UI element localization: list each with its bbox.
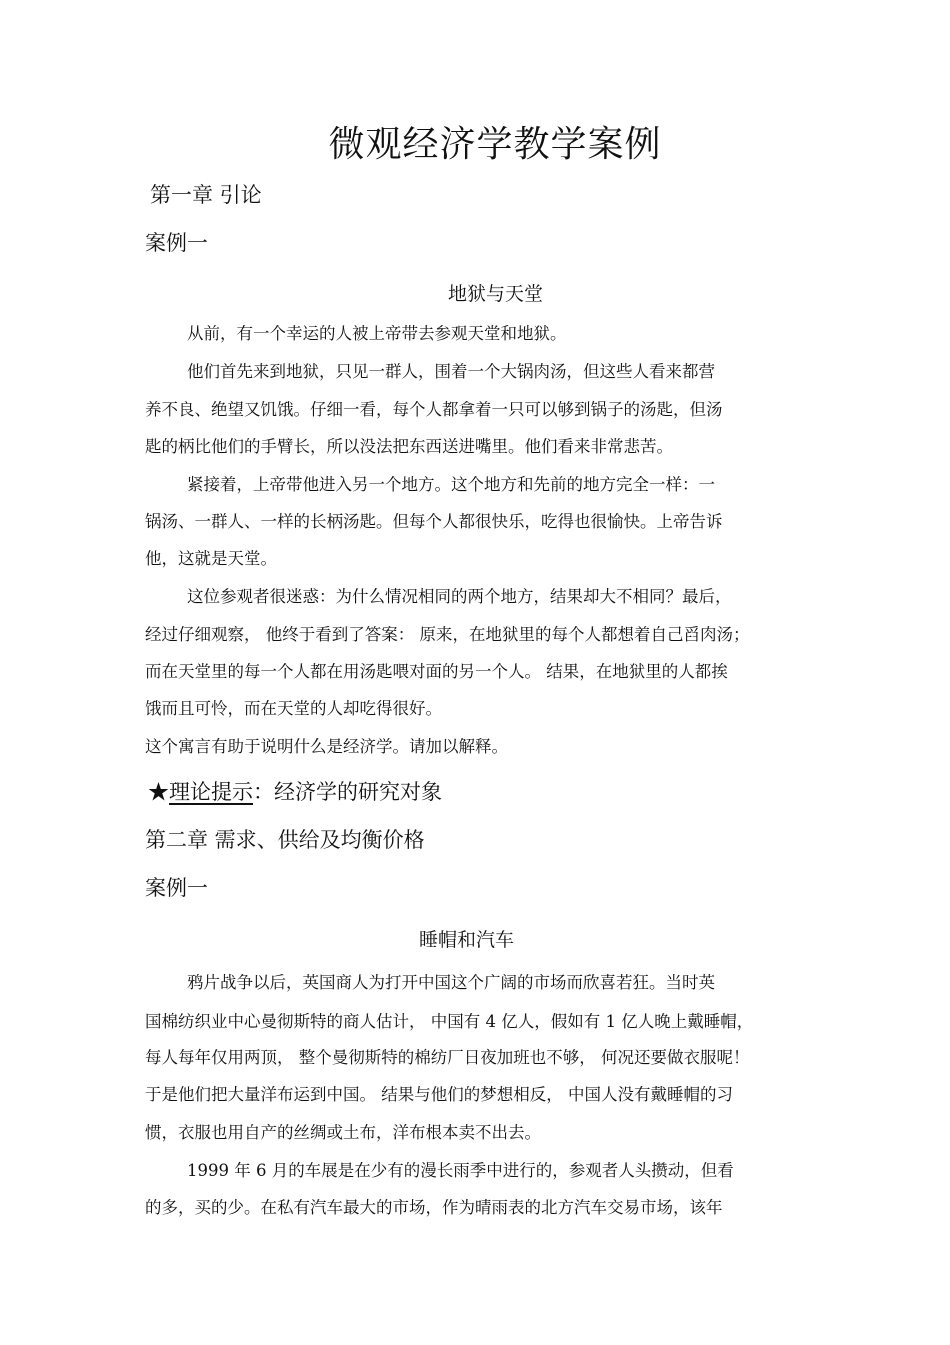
chapter-2-line: 的多，买的少。在私有汽车最大的市场，作为晴雨表的北方汽车交易市场，该年 [145,1198,723,1217]
chapter-1-line: 他们首先来到地狱，只见一群人，围着一个大锅肉汤，但这些人看来都营 [187,362,715,381]
chapter-1-story-title: 地狱与天堂 [448,283,544,305]
chapter-1-line: 而在天堂里的每一个人都在用汤匙喂对面的另一个人。 结果，在地狱里的人都挨 [145,662,728,681]
document-title: 微观经济学教学案例 [328,124,662,165]
chapter-2-line: 鸦片战争以后，英国商人为打开中国这个广阔的市场而欣喜若狂。当时英 [187,973,715,992]
chapter-1-line: 锅汤、一群人、一样的长柄汤匙。但每个人都很快乐，吃得也很愉快。上帝告诉 [145,512,723,531]
chapter-1-line: 这个寓言有助于说明什么是经济学。请加以解释。 [145,737,508,756]
chapter-2-line: 于是他们把大量洋布运到中国。 结果与他们的梦想相反， 中国人没有戴睡帽的习 [145,1085,733,1104]
chapter-1-line: 养不良、绝望又饥饿。仔细一看，每个人都拿着一只可以够到锅子的汤匙，但汤 [145,400,723,419]
theory-hint-text: ：经济学的研究对象 [253,780,442,804]
chapter-2-heading: 第二章 需求、供给及均衡价格 [145,828,425,852]
theory-hint-label: 理论提示 [169,780,253,804]
chapter-2-line: 国棉纺织业中心曼彻斯特的商人估计， 中国有 4 亿人，假如有 1 亿人晚上戴睡帽， [145,1012,754,1031]
chapter-2-story-title: 睡帽和汽车 [419,929,515,951]
chapter-1-line: 这位参观者很迷惑：为什么情况相同的两个地方，结果却大不相同？最后， [187,587,732,606]
chapter-1-line: 从前，有一个幸运的人被上帝带去参观天堂和地狱。 [187,324,567,343]
chapter-1-heading: 第一章 引论 [150,183,262,207]
chapter-1-line: 匙的柄比他们的手臂长，所以没法把东西送进嘴里。他们看来非常悲苦。 [145,437,673,456]
chapter-1-line: 紧接着，上帝带他进入另一个地方。这个地方和先前的地方完全一样：一 [187,475,715,494]
chapter-1-case-label: 案例一 [145,231,208,255]
chapter-2-line: 1999 年 6 月的车展是在少有的漫长雨季中进行的，参观者人头攒动，但看 [187,1161,734,1180]
chapter-1-line: 饿而且可怜，而在天堂的人却吃得很好。 [145,699,442,718]
chapter-2-line: 惯，衣服也用自产的丝绸或土布，洋布根本卖不出去。 [145,1123,541,1142]
theory-hint [148,777,442,807]
chapter-1-line: 他，这就是天堂。 [145,549,277,568]
chapter-2-line: 每人每年仅用两顶， 整个曼彻斯特的棉纺厂日夜加班也不够， 何况还要做衣服呢！ [145,1048,750,1067]
chapter-1-line: 经过仔细观察， 他终于看到了答案： 原来，在地狱里的每个人都想着自己舀肉汤； [145,625,750,644]
star-icon: ★ [148,780,169,804]
chapter-2-case-label: 案例一 [145,876,208,900]
